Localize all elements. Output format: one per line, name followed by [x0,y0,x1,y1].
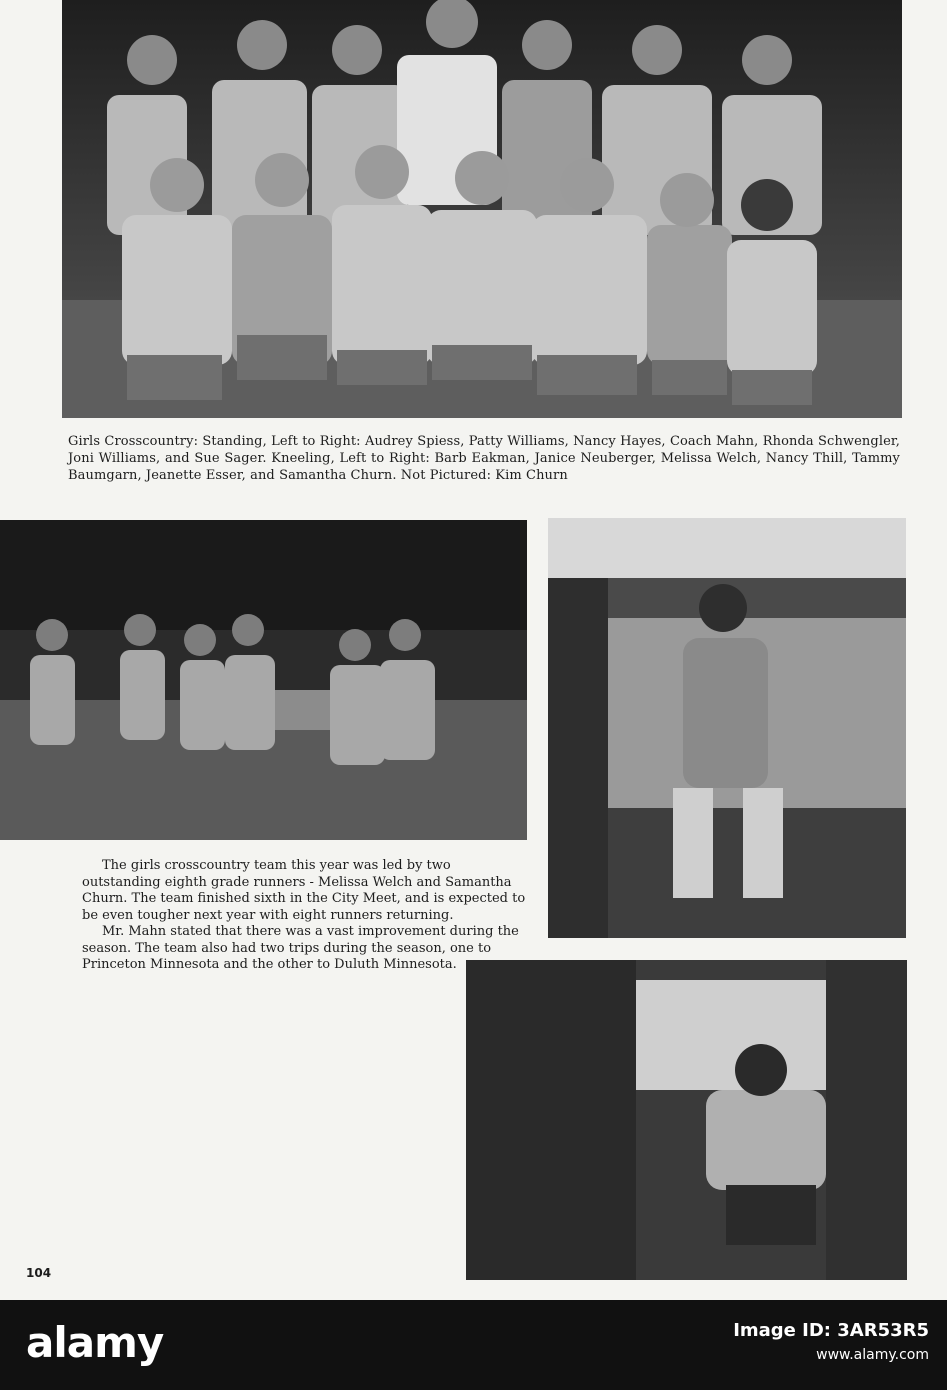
team-photo [62,0,902,418]
article-paragraph-1: The girls crosscountry team this year was led by two outstanding eighth grade runners - Melissa Welch and Samantha Churn. The team finished sixth in the City Meet, and is expected to be even tougher next year with eight runners returning. [82,858,526,923]
image-id: Image ID: 3AR53R5 [733,1320,929,1341]
runner-by-lake-photo [548,518,906,938]
page-number: 104 [26,1266,52,1280]
team-photo-caption: Girls Crosscountry: Standing, Left to Right: Audrey Spiess, Patty Williams, Nancy Hayes, Coach Mahn, Rhonda Schwengler, Joni Williams, and Sue Sager. Kneeling, Left to Right: Barb Eakman, Janice Neuberger, Melissa Welch, Nancy Thill, Tammy Baumgarn, Jeanette Esser, and Samantha Churn. Not Pictured: Kim Churn [68,434,900,483]
footer-info [733,1320,929,1363]
article-paragraph-2: Mr. Mahn stated that there was a vast improvement during the season. The team also had two trips during the season, one to Princeton Minnesota and the other to Duluth Minnesota. [82,924,519,972]
runners-group-photo [0,520,527,840]
stock-footer [0,1300,947,1390]
alamy-logo: alamy [26,1318,164,1367]
runner-in-trees-photo [466,960,907,1280]
article-text [82,858,527,974]
footer-url: www.alamy.com [816,1347,929,1363]
